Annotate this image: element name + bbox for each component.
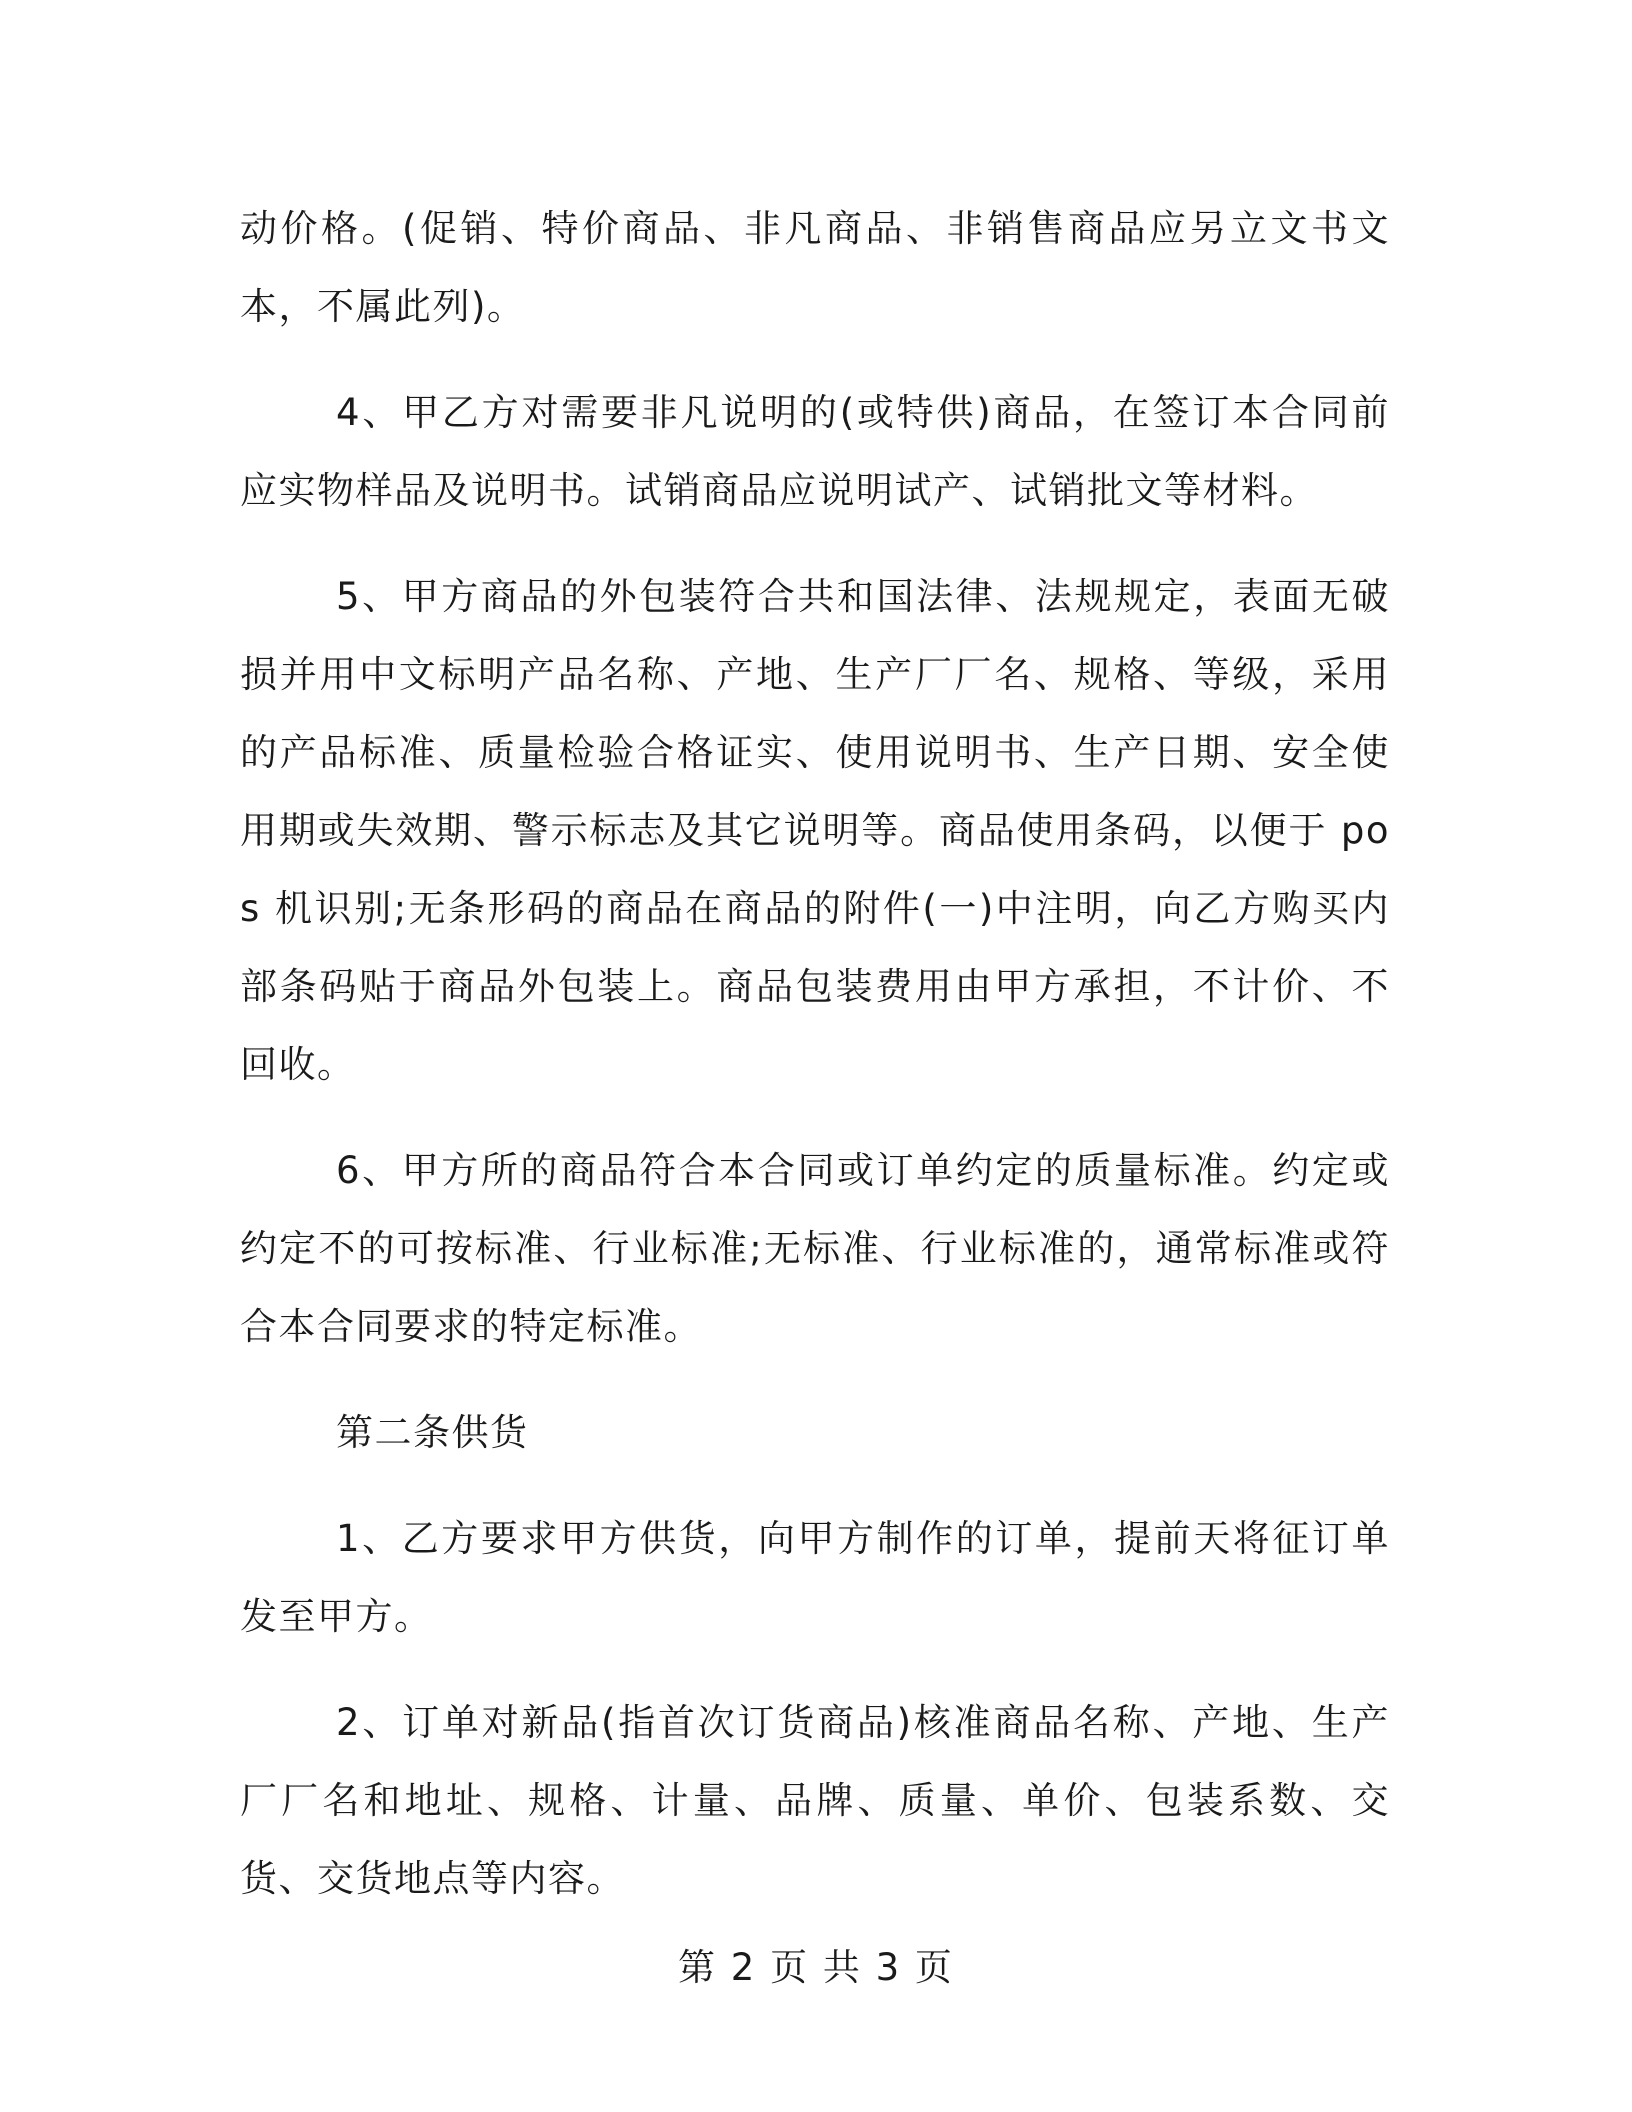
paragraph-supply-1: 1、乙方要求甲方供货，向甲方制作的订单，提前天将征订单发至甲方。	[240, 1517, 1390, 1638]
paragraph-continuation: 动价格。(促销、特价商品、非凡商品、非销售商品应另立文书文本，不属此列)。	[240, 207, 1390, 328]
document-body	[240, 190, 1390, 1946]
section-heading: 第二条供货	[336, 1411, 529, 1454]
paragraph-item-5: 5、甲方商品的外包装符合共和国法律、法规规定，表面无破损并用中文标明产品名称、产地、生产厂厂名、规格、等级，采用的产品标准、质量检验合格证实、使用说明书、生产日期、安全使用期或失效期、警示标志及其它说明等。商品使用条码，以便于 pos 机识别;无条形码的商品在商品的附件(一)中注明，向乙方购买内部条码贴于商品外包装上。商品包装费用由甲方承担，不计价、不回收。	[240, 575, 1390, 1086]
paragraph-supply-2: 2、订单对新品(指首次订货商品)核准商品名称、产地、生产厂厂名和地址、规格、计量、品牌、质量、单价、包装系数、交货、交货地点等内容。	[240, 1701, 1390, 1900]
paragraph-item-4: 4、甲乙方对需要非凡说明的(或特供)商品，在签订本合同前应实物样品及说明书。试销商品应说明试产、试销批文等材料。	[240, 391, 1390, 512]
page-number-footer: 第 2 页 共 3 页	[678, 1946, 954, 1989]
paragraph-item-6: 6、甲方所的商品符合本合同或订单约定的质量标准。约定或约定不的可按标准、行业标准;无标准、行业标准的，通常标准或符合本合同要求的特定标准。	[240, 1149, 1390, 1348]
